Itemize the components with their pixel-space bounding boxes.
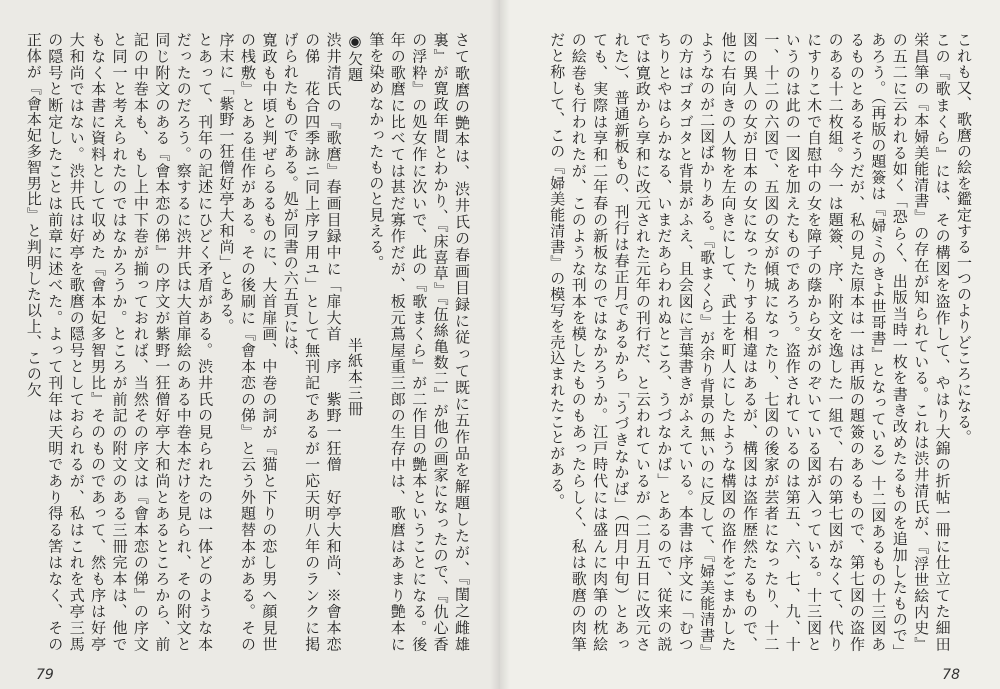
right-page (500, 0, 1000, 689)
left-page-body-text: さて歌麿の艶本は、渋井氏の春画目録に従って既に五作品を解題したが、『閨之雌雄裏』が寛政年間とわかり、『床喜草』『伍絲亀数二』が他の画家になったので、『仇心香の浮粋』の処女作に次いで、此の『歌まくら』が二作目の艶本ということになる。後年の歌麿に比べては甚だ寡作だが、板元蔦屋重三郎の生存中は、歌麿はあまり艶本に筆を染めなかったものと見える。 ◉欠題 半紙本三冊 渋井清氏の『歌麿』春画目録中に「扉大首 序 紫野一狂僧 好亭大和尚、※會本恋の俤 花合四季詠ニ同上序ヲ用ユ」として無刊記であるが一応天明八年のランクに掲げられたものである。処が同書の六五頁には、 寛政も中頃と判ぜらるるものに、大首扉画、中巻の詞が『猫と下りの恋し男へ顔見世の桟敷』とある佳作がある。その後刷に『會本恋の俤』と云う外題替本がある。その序末に「紫野一狂僧好亭大和尚」とある。 とあって、刊年の記述にひどく矛盾がある。渋井氏の見られたのは一体どのような本だったのだろう。察するに渋井氏は大首扉絵のある中巻本だけを見られ、その附文と同じ附文のある『會本恋の俤』の序文が紫野一狂僧好亭大和尚とあるところから、前記の中巻本も、もし上中下巻が揃っておれば、当然その序文は『會本恋の俤』の序文と同一と考えられたのではなかろうか。ところが前記の附文のある三冊完本は、他でもなく本書に資料として収めた『會本妃多智男比』そのものであって、然も序は好亭大和尚ではない。渋井氏は好亭を歌麿の隠号としておられるが、私はこれを式亭三馬の隠号と断定したことは前章に述べた。よって刊年は天明であり得る筈はなく、その正体が『會本妃多智男比』と判明した以上、この欠 (24, 32, 471, 652)
right-page-body-text: これも又、歌麿の絵を鑑定する一つのよりどころになる。 この『歌まくら』には、その構図を盗作して、やはり大錦の折帖一冊に仕立てた細田栄昌筆の『本婦美能清書』の存在が知られている。これは渋井清氏が、『浮世絵内史』の五二に云われる如く「恐らく、出版当時一枚を書き改めたるものを追加したもので」あろう。（再版の題簽は『婦ミのきよ世哥書』となっている）十二図あるもの十三図あるものとあるそうだが、私の見た原本は一は再版の題簽のあるもので、第七図の盗作のある十二枚組。今一は題簽、序、附文を逸した一組で、右の第七図がなくて、代りにすりこ木で自慰中の女を障子の蔭から女がのぞいている図が入っている。十三図というのは此の一図を加えたものであろう。盗作されているのは第五、六、七、九、十一、十二の六図で、五図の女が傾城になったり、七図の後家が芸者になったり、十二図の異人の女が日本の女になったりする相違はあるが、構図は盗作歴然たるもので、他に右向きの人物を左向きにして、武士を町人にしたような構図の盗作をごまかしたようなのが二図ばかりある。『歌まくら』が余り背景の無いのに反して、『婦美能清書』の方はゴタゴタと背景がふえ、且会図に言葉書きがふえている。本書は序文に「むつちりとやはらかなる、いまだあらわれぬところ、うづなかば」とあるので、従来の説では寛政から享和に改元された元年の刊行だ、と云われているが（二月五日に改元された）、普通新板もの、刊行は春正月であるから「うづきなかば」（四月中旬）とあっても、実際は享和二年春の新板なのではなかろうか。江戸時代には盛んに肉筆の枕絵の絵巻も行われたが、このような刊本を模したものもあったらしく、私は歌麿の肉筆だと称して、この『婦美能清書』の模写を売込まれたことがある。 (548, 32, 973, 652)
book-gutter (490, 0, 510, 689)
left-page-number: 79 (36, 667, 54, 683)
right-page-number: 78 (942, 667, 960, 683)
